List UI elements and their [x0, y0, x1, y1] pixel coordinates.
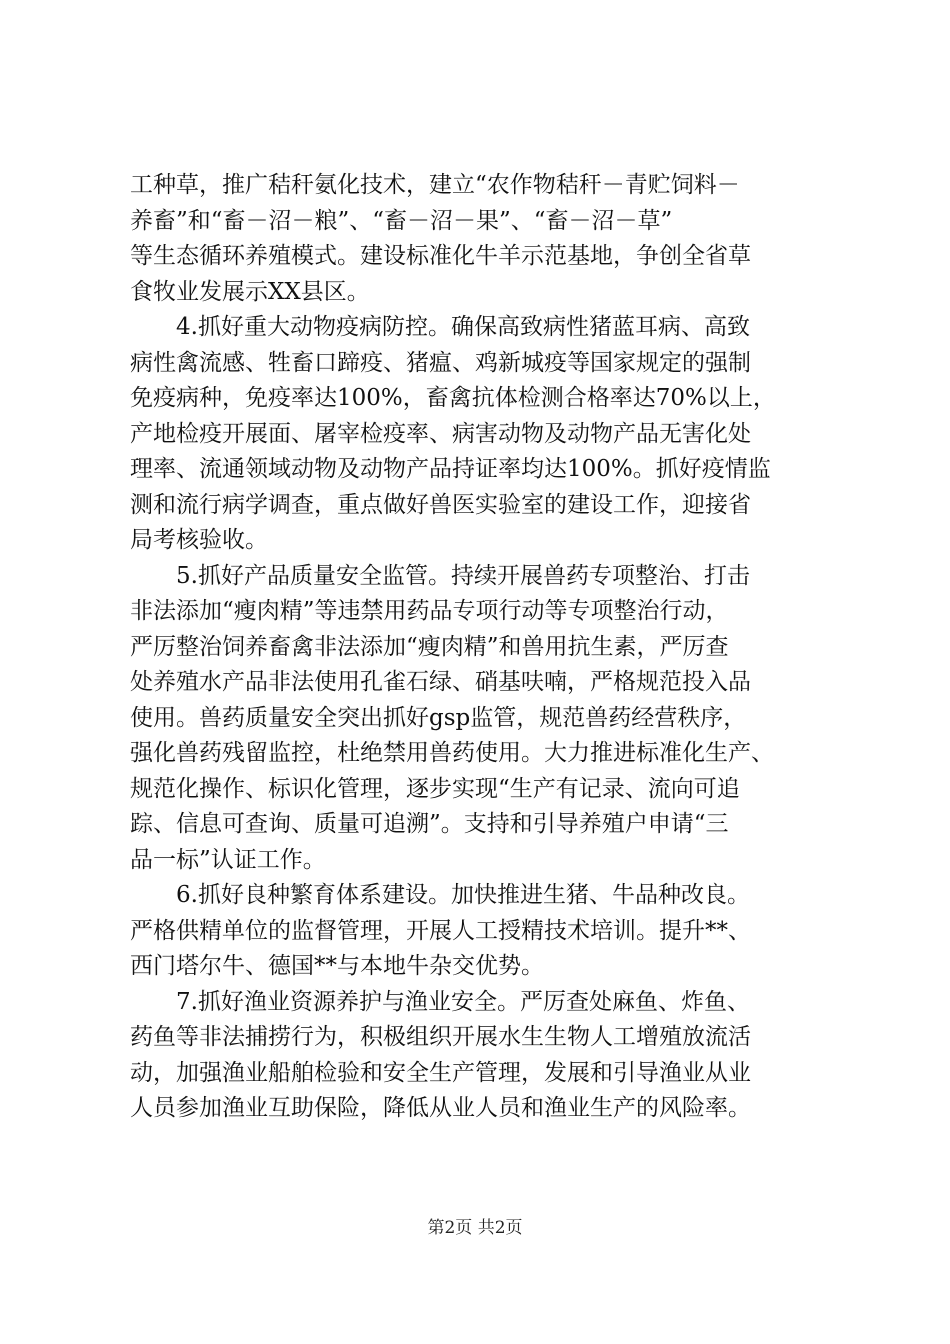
text-line: 强化兽药残留监控，杜绝禁用兽药使用。大力推进标准化生产、: [130, 740, 774, 766]
text-line: 严格供精单位的监督管理，开展人工授精技术培训。提升**、: [130, 917, 751, 944]
text-line: 免疫病种，免疫率达100%，畜禽抗体检测合格率达70%以上，: [130, 385, 776, 411]
text-line: 5.抓好产品质量安全监管。持续开展兽药专项整治、打击: [176, 562, 750, 589]
text-line: 病性禽流感、牲畜口蹄疫、猪瘟、鸡新城疫等国家规定的强制: [130, 349, 751, 376]
text-line: 规范化操作、标识化管理，逐步实现“生产有记录、流向可追: [130, 775, 740, 802]
text-line: 4.抓好重大动物疫病防控。确保高致病性猪蓝耳病、高致: [176, 314, 750, 340]
text-line: 动，加强渔业船舶检验和安全生产管理，发展和引导渔业从业: [130, 1059, 751, 1086]
text-line: 人员参加渔业互助保险，降低从业人员和渔业生产的风险率。: [130, 1095, 751, 1121]
text-line: 处养殖水产品非法使用孔雀石绿、硝基呋喃，严格规范投入品: [130, 669, 751, 695]
text-line: 踪、信息可查询、质量可追溯”。支持和引导养殖户申请“三: [130, 811, 729, 837]
text-line: 局考核验收。: [130, 527, 268, 553]
text-line: 药鱼等非法捕捞行为，积极组织开展水生生物人工增殖放流活: [130, 1024, 751, 1050]
text-line: 7.抓好渔业资源养护与渔业安全。严厉查处麻鱼、炸鱼、: [176, 988, 750, 1015]
text-line: 使用。兽药质量安全突出抓好gsp监管，规范兽药经营秩序，: [130, 704, 747, 731]
page-footer: 第2页 共2页: [427, 1218, 523, 1238]
text-line: 等生态循环养殖模式。建设标准化牛羊示范基地，争创全省草: [130, 243, 751, 269]
body-text: [130, 168, 850, 1127]
text-line: 严厉整治饲养畜禽非法添加“瘦肉精”和兽用抗生素，严厉查: [130, 633, 729, 660]
text-line: 产地检疫开展面、屠宰检疫率、病害动物及动物产品无害化处: [130, 420, 751, 447]
text-line: 6.抓好良种繁育体系建设。加快推进生猪、牛品种改良。: [176, 882, 750, 908]
text-line: 西门塔尔牛、德国**与本地牛杂交优势。: [130, 953, 544, 979]
text-line: 非法添加“瘦肉精”等违禁用药品专项行动等专项整治行动，: [130, 598, 729, 624]
text-line: 测和流行病学调查，重点做好兽医实验室的建设工作，迎接省: [130, 491, 751, 518]
text-line: 养畜”和“畜－沼－粮”、“畜－沼－果”、“畜－沼－草”: [130, 207, 673, 234]
text-line: 工种草，推广秸秆氨化技术，建立“农作物秸秆－青贮饲料－: [130, 172, 740, 198]
text-line: 理率、流通领域动物及动物产品持证率均达100%。抓好疫情监: [130, 456, 771, 482]
text-line: 食牧业发展示XX县区。: [130, 278, 370, 305]
text-line: 品一标”认证工作。: [130, 846, 326, 873]
